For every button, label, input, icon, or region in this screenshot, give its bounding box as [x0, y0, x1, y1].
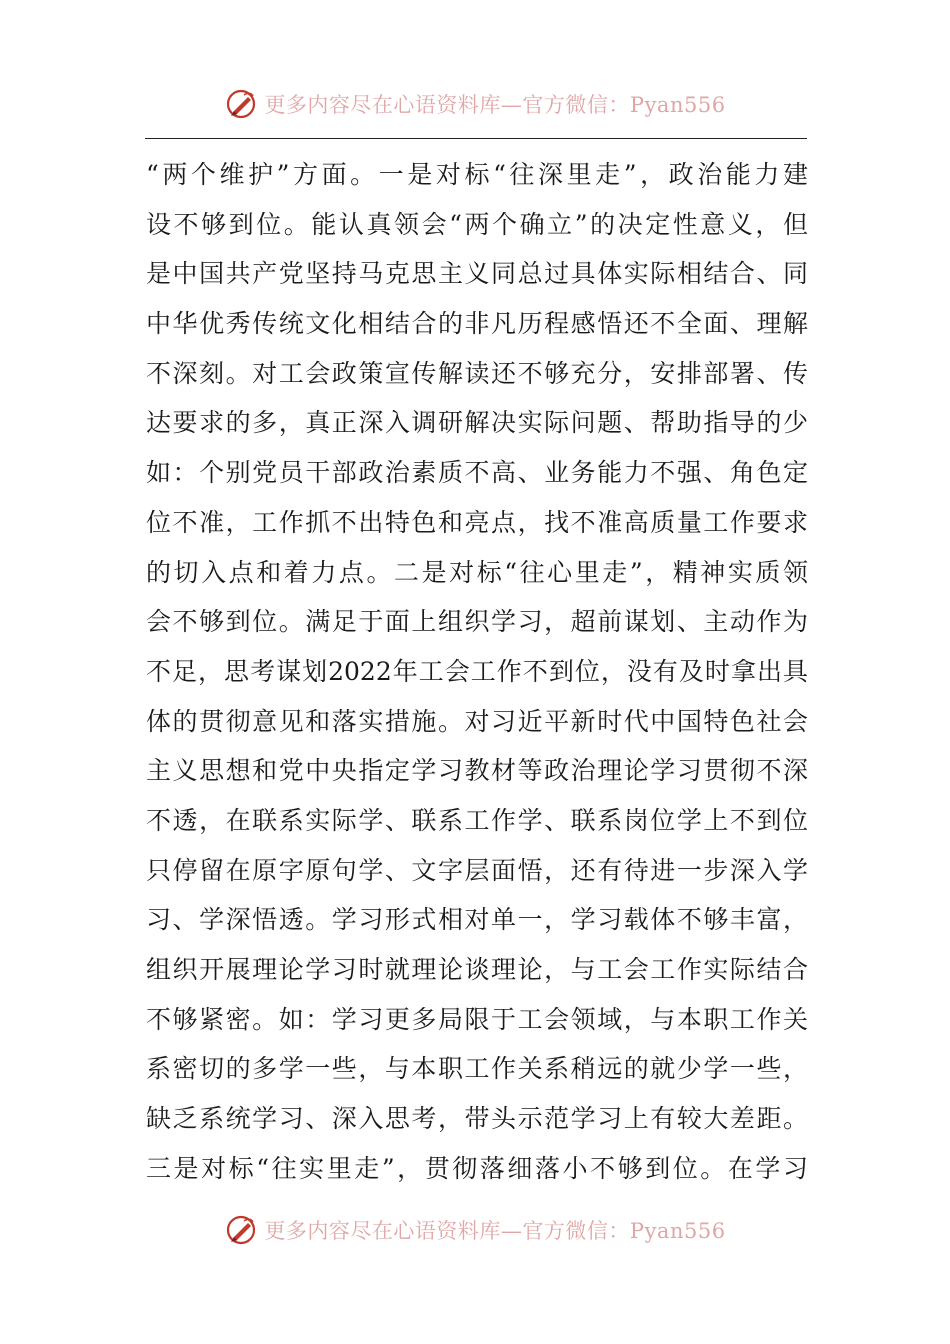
- header-rule: [145, 138, 807, 139]
- pen-logo-icon: [224, 87, 258, 121]
- body-line: 主义思想和党中央指定学习教材等政治理论学习贯彻不深: [146, 756, 808, 786]
- body-line: 不足，思考谋划2022年工会工作不到位，没有及时拿出具: [146, 656, 808, 686]
- body-line: “两个维护”方面。一是对标“往深里走”，政治能力建: [146, 160, 808, 189]
- body-line: 如：个别党员干部政治素质不高、业务能力不强、角色定: [146, 458, 808, 488]
- pen-logo-icon: [224, 1213, 258, 1247]
- body-line: 的切入点和着力点。二是对标“往心里走”，精神实质领: [146, 557, 808, 587]
- footer-banner-text: 更多内容尽在心语资料库—官方微信：Pyan556: [264, 1219, 726, 1243]
- body-line: 不够紧密。如：学习更多局限于工会领域，与本职工作关: [146, 1004, 808, 1034]
- body-line: 只停留在原字原句学、文字层面悟，还有待进一步深入学: [146, 855, 808, 885]
- body-line: 系密切的多学一些，与本职工作关系稍远的就少学一些，: [146, 1054, 808, 1084]
- body-line: 是中国共产党坚持马克思主义同总过具体实际相结合、同: [146, 259, 808, 289]
- body-line: 会不够到位。满足于面上组织学习，超前谋划、主动作为: [146, 607, 808, 637]
- body-line: 位不准，工作抓不出特色和亮点，找不准高质量工作要求: [146, 507, 808, 537]
- body-line: 达要求的多，真正深入调研解决实际问题、帮助指导的少: [146, 408, 808, 438]
- body-line: 体的贯彻意见和落实措施。对习近平新时代中国特色社会: [146, 706, 808, 736]
- body-line: 组织开展理论学习时就理论谈理论，与工会工作实际结合: [146, 955, 808, 984]
- body-line: 习、学深悟透。学习形式相对单一，学习载体不够丰富，: [146, 905, 808, 935]
- body-line: 不透，在联系实际学、联系工作学、联系岗位学上不到位: [146, 805, 808, 835]
- body-line: 三是对标“往实里走”，贯彻落细落小不够到位。在学习: [146, 1153, 808, 1183]
- footer-banner: [0, 1208, 950, 1252]
- header-banner: [0, 82, 950, 126]
- header-banner-text: 更多内容尽在心语资料库—官方微信：Pyan556: [264, 93, 726, 117]
- body-line: 不深刻。对工会政策宣传解读还不够充分，安排部署、传: [146, 358, 808, 388]
- document-body: [146, 150, 808, 1193]
- body-line: 缺乏系统学习、深入思考，带头示范学习上有较大差距。: [146, 1104, 808, 1134]
- body-line: 中华优秀传统文化相结合的非凡历程感悟还不全面、理解: [146, 309, 808, 339]
- body-line: 设不够到位。能认真领会“两个确立”的决定性意义，但: [146, 209, 808, 239]
